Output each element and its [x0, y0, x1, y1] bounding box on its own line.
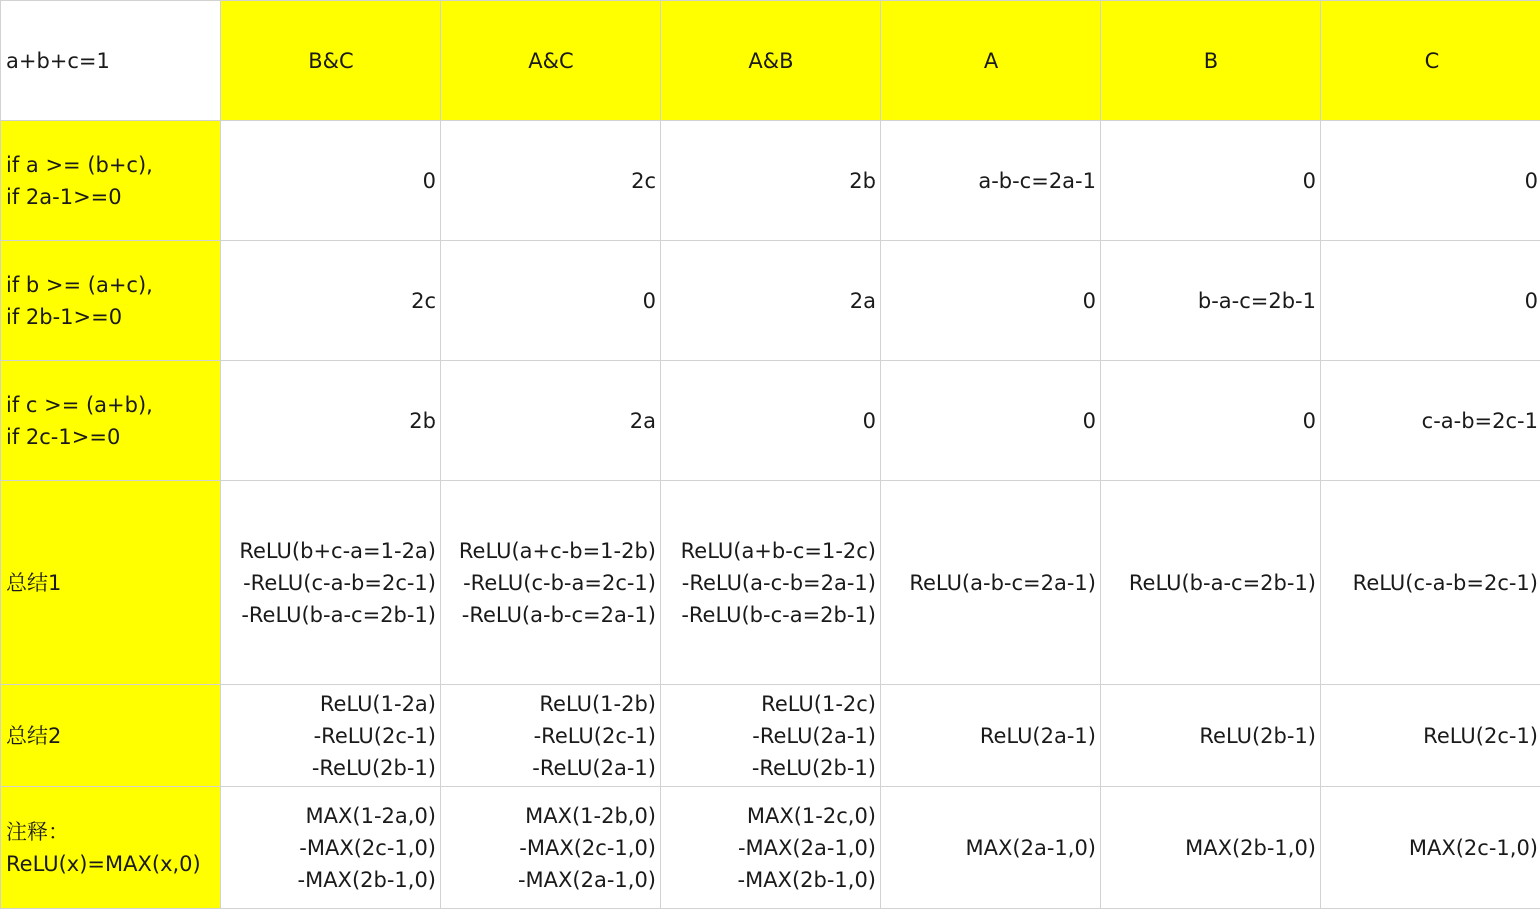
cell-line: -ReLU(2b-1) [751, 755, 876, 780]
cell-line: 0 [1524, 168, 1538, 193]
row-label-line: 总结2 [6, 723, 62, 748]
table-cell[interactable] [441, 481, 661, 685]
cell-line: -ReLU(a-c-b=2a-1) [681, 570, 876, 595]
cell-line: 0 [1082, 288, 1096, 313]
cell-line: 0 [1302, 408, 1316, 433]
table-cell[interactable] [441, 787, 661, 909]
table-cell[interactable] [221, 787, 441, 909]
table-cell[interactable] [661, 361, 881, 481]
cell-line: 2b [409, 408, 436, 433]
table-cell[interactable] [1101, 481, 1321, 685]
table-cell[interactable] [881, 121, 1101, 241]
row-label-line: ReLU(x)=MAX(x,0) [6, 851, 201, 876]
table-cell[interactable] [1101, 787, 1321, 909]
row-label-line: if 2b-1>=0 [6, 304, 123, 329]
cell-line: -ReLU(2a-1) [752, 723, 876, 748]
cell-line: -MAX(2a-1,0) [737, 835, 876, 860]
cell-line: ReLU(1-2a) [319, 691, 436, 716]
cell-line: -ReLU(2a-1) [532, 755, 656, 780]
cell-line: -MAX(2c-1,0) [299, 835, 436, 860]
table-cell[interactable] [441, 121, 661, 241]
cell-line: -ReLU(2c-1) [533, 723, 656, 748]
table-cell[interactable] [221, 121, 441, 241]
table-cell[interactable] [221, 685, 441, 787]
table-cell[interactable] [881, 481, 1101, 685]
cell-line: 0 [1082, 408, 1096, 433]
cell-line: ReLU(1-2c) [761, 691, 876, 716]
cell-line: -MAX(2a-1,0) [517, 867, 656, 892]
cell-line: -MAX(2c-1,0) [519, 835, 656, 860]
table-cell[interactable] [1321, 241, 1540, 361]
table-row [1, 481, 1540, 685]
cell-line: -ReLU(2b-1) [311, 755, 436, 780]
table-cell[interactable] [1101, 121, 1321, 241]
cell-line: -MAX(2b-1,0) [737, 867, 876, 892]
cell-line: a-b-c=2a-1 [978, 168, 1096, 193]
table-cell[interactable] [661, 121, 881, 241]
table-cell[interactable] [1101, 685, 1321, 787]
cell-line: MAX(1-2c,0) [746, 803, 876, 828]
table-cell[interactable] [881, 361, 1101, 481]
row-label-line: if 2c-1>=0 [6, 424, 121, 449]
table-cell[interactable] [221, 361, 441, 481]
column-header-ab[interactable]: A&B [661, 1, 881, 121]
row-label-case-c[interactable] [1, 361, 221, 481]
cell-line: 2b [849, 168, 876, 193]
cell-line: 2c [631, 168, 656, 193]
cell-line: 2c [411, 288, 436, 313]
column-header-ac[interactable]: A&C [441, 1, 661, 121]
table-cell[interactable] [1101, 361, 1321, 481]
cell-line: 0 [1302, 168, 1316, 193]
table-cell[interactable] [661, 241, 881, 361]
cell-line: -ReLU(a-b-c=2a-1) [461, 602, 656, 627]
header-row [1, 1, 1540, 121]
table-row [1, 787, 1540, 909]
cell-line: -ReLU(c-b-a=2c-1) [463, 570, 656, 595]
cell-line: MAX(2c-1,0) [1408, 835, 1538, 860]
table-row [1, 361, 1540, 481]
cell-line: MAX(1-2a,0) [305, 803, 436, 828]
row-label-line: if a >= (b+c), [6, 152, 153, 177]
row-label-summary-2[interactable] [1, 685, 221, 787]
cell-line: ReLU(a-b-c=2a-1) [909, 570, 1096, 595]
cell-line: MAX(2b-1,0) [1185, 835, 1316, 860]
row-label-note[interactable] [1, 787, 221, 909]
table-cell[interactable] [661, 787, 881, 909]
table-cell[interactable] [221, 481, 441, 685]
cell-line: 2a [849, 288, 876, 313]
corner-cell[interactable]: a+b+c=1 [1, 1, 221, 121]
table-cell[interactable] [1321, 685, 1540, 787]
table-cell[interactable] [1321, 361, 1540, 481]
cell-line: ReLU(2a-1) [979, 723, 1096, 748]
cell-line: -ReLU(c-a-b=2c-1) [243, 570, 436, 595]
column-header-bc[interactable]: B&C [221, 1, 441, 121]
table-row [1, 241, 1540, 361]
table-cell[interactable] [1321, 121, 1540, 241]
table-row [1, 121, 1540, 241]
table-cell[interactable] [661, 685, 881, 787]
table-cell[interactable] [1321, 787, 1540, 909]
cell-line: b-a-c=2b-1 [1197, 288, 1316, 313]
row-label-line: 总结1 [6, 570, 62, 595]
cell-line: ReLU(2c-1) [1423, 723, 1538, 748]
cell-line: -MAX(2b-1,0) [297, 867, 436, 892]
cell-line: 0 [422, 168, 436, 193]
table-cell[interactable] [661, 481, 881, 685]
table-row [1, 685, 1540, 787]
row-label-line: if b >= (a+c), [6, 272, 153, 297]
row-label-line: if 2a-1>=0 [6, 184, 122, 209]
cell-line: ReLU(a+c-b=1-2b) [458, 538, 656, 563]
row-label-case-a[interactable] [1, 121, 221, 241]
cell-line: -ReLU(b-a-c=2b-1) [241, 602, 436, 627]
row-label-summary-1[interactable] [1, 481, 221, 685]
cell-line: 0 [1524, 288, 1538, 313]
column-header-b[interactable]: B [1101, 1, 1321, 121]
column-header-c[interactable]: C [1321, 1, 1540, 121]
table-cell[interactable] [1101, 241, 1321, 361]
row-label-case-b[interactable] [1, 241, 221, 361]
table-cell[interactable] [441, 685, 661, 787]
cell-line: ReLU(2b-1) [1199, 723, 1316, 748]
table-cell[interactable] [881, 241, 1101, 361]
table-cell[interactable] [441, 241, 661, 361]
table-cell[interactable] [441, 361, 661, 481]
cell-line: MAX(2a-1,0) [965, 835, 1096, 860]
cell-line: 0 [642, 288, 656, 313]
cell-line: ReLU(b+c-a=1-2a) [239, 538, 436, 563]
cell-line: ReLU(c-a-b=2c-1) [1352, 570, 1538, 595]
cell-line: c-a-b=2c-1 [1421, 408, 1538, 433]
cell-line: ReLU(a+b-c=1-2c) [680, 538, 876, 563]
row-label-line: 注释： [6, 819, 69, 844]
column-header-a[interactable]: A [881, 1, 1101, 121]
row-label-line: if c >= (a+b), [6, 392, 153, 417]
cell-line: -ReLU(2c-1) [313, 723, 436, 748]
table-cell[interactable] [1321, 481, 1540, 685]
cell-line: -ReLU(b-c-a=2b-1) [681, 602, 876, 627]
table-cell[interactable] [881, 787, 1101, 909]
cell-line: 2a [629, 408, 656, 433]
table-cell[interactable] [221, 241, 441, 361]
cell-line: ReLU(1-2b) [539, 691, 656, 716]
table-cell[interactable] [881, 685, 1101, 787]
cell-line: 0 [862, 408, 876, 433]
cell-line: MAX(1-2b,0) [525, 803, 656, 828]
cell-line: ReLU(b-a-c=2b-1) [1128, 570, 1316, 595]
